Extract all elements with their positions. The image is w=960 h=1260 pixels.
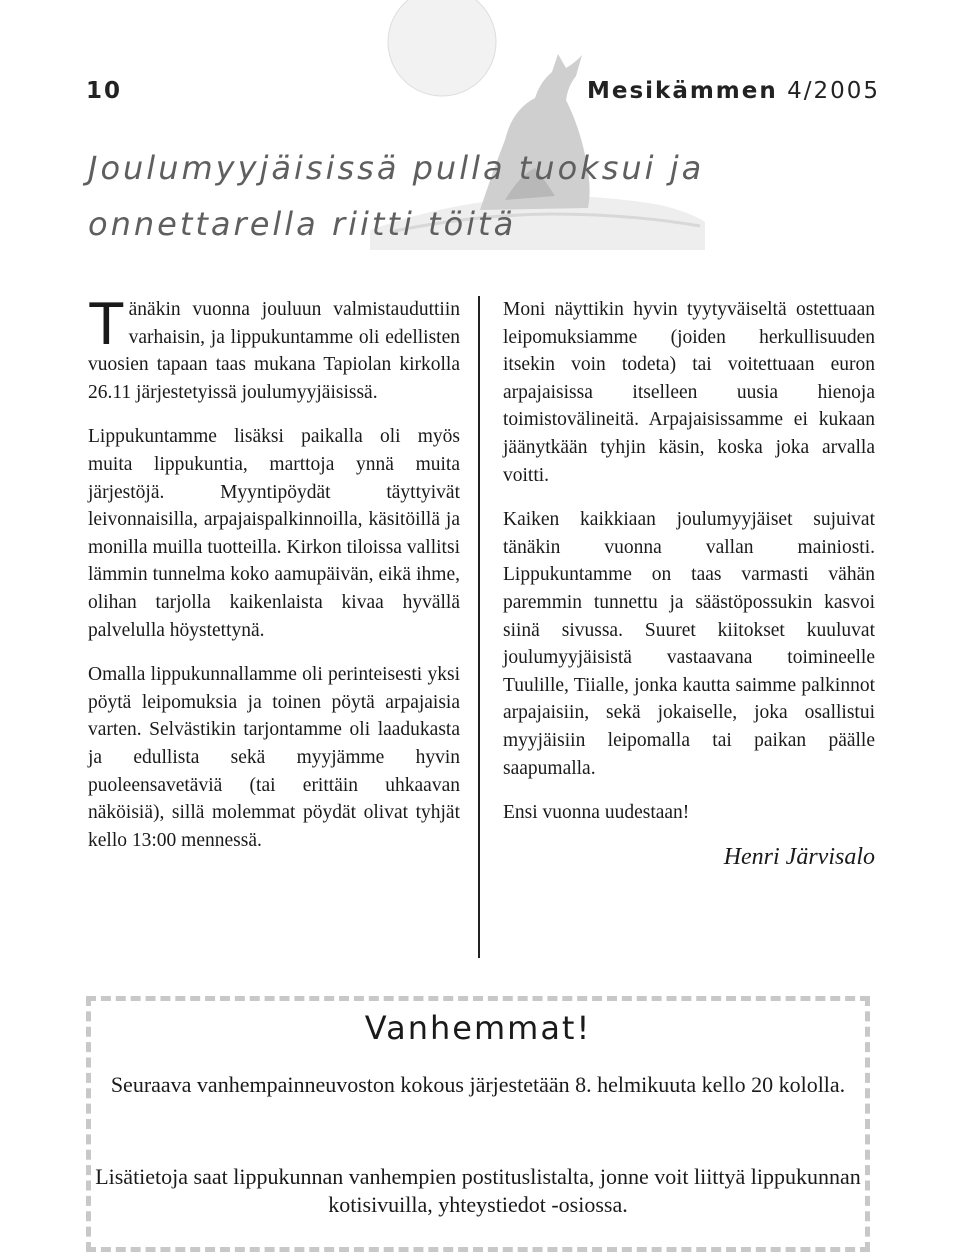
notice-info-text: Lisätietoja saat lippukunnan vanhempien postituslistalta, jonne voit liittyä lippukunnan kotisivuilla, yhteystiedot -osiossa. [95, 1164, 861, 1217]
paragraph-1-text: änäkin vuonna jouluun valmistauduttiin varhaisin, ja lippukuntamme oli edellisten vuosien tapaan taas mukana Tapiolan kirkolla 26.11 järjestetyissä joulumyyjäisissä. [88, 299, 460, 403]
author-signature: Henri Järvisalo [723, 843, 875, 870]
parents-notice-box [86, 996, 870, 1252]
issue-number: 4/2005 [787, 78, 880, 104]
notice-meeting-text: Seuraava vanhempainneuvoston kokous järjestetään 8. helmikuuta kello 20 kololla. [110, 1072, 846, 1097]
paragraph-4: Moni näyttikin hyvin tyytyväiseltä ostettuaan leipomuksiamme (joiden herkullisuuden itsekin voin todeta) tai voitettuaan euron arpajaisissa itselleen uusia hienoja toimistovälineitä. Arpajaisissamme ei kukaan jäänytkään tyhjin käsin, koska joka arvalla voitti. [503, 299, 875, 486]
page-number: 10 [86, 78, 123, 104]
article-column-right [503, 296, 875, 888]
article-title-line2: onnettarella riitti töitä [88, 205, 517, 243]
magazine-name: Mesikämmen [586, 78, 778, 104]
paragraph-1 [88, 290, 460, 406]
article-title [88, 140, 848, 252]
paragraph-3: Omalla lippukunnallamme oli perinteisesti yksi pöytä leipomuksia ja toinen pöytä arpajaisia varten. Selvästikin tarjontamme oli laadukasta ja edullista sekä myyjämme hyvin puoleensavetäviä (tai erittäin uhkaavan näköisiä), sillä molemmat pöydät olivat tyhjät kello 13:00 mennessä. [88, 664, 460, 851]
paragraph-5: Kaiken kaikkiaan joulumyyjäiset sujuivat tänäkin vuonna vallan mainiosti. Lippukuntamme on taas varmasti vähän paremmin tunnettu ja säästöpossukin kasvoi siinä sivussa. Suuret kiitokset kuuluvat joulumyyjäisistä vastaavana toimineelle Tuulille, Tiialle, jonka kautta saimme palkinnot arpajaisiin, sekä jokaiselle, joka osallistui myyjäisiin leipomalla tai paikan päälle saapumalla. [503, 509, 875, 779]
notice-title: Vanhemmat! [364, 1009, 592, 1047]
drop-cap: T [88, 290, 125, 357]
article-column-left [88, 290, 460, 871]
column-divider [478, 296, 480, 958]
paragraph-2: Lippukuntamme lisäksi paikalla oli myös muita lippukuntia, marttoja ynnä muita järjestöjä. Myyntipöydät täyttyivät leivonnaisilla, arpajaispalkinnoilla, käsitöillä ja monilla muilla tuotteilla. Kirkon tiloissa vallitsi lämmin tunnelma koko aamupäivän, eikä ihme, olihan tarjolla kaikenlaista kivaa hyvällä palvelulla höystettynä. [88, 426, 460, 641]
article-title-line1: Joulumyyjäisissä pulla tuoksui ja [88, 149, 705, 187]
paragraph-6: Ensi vuonna uudestaan! [503, 802, 690, 824]
